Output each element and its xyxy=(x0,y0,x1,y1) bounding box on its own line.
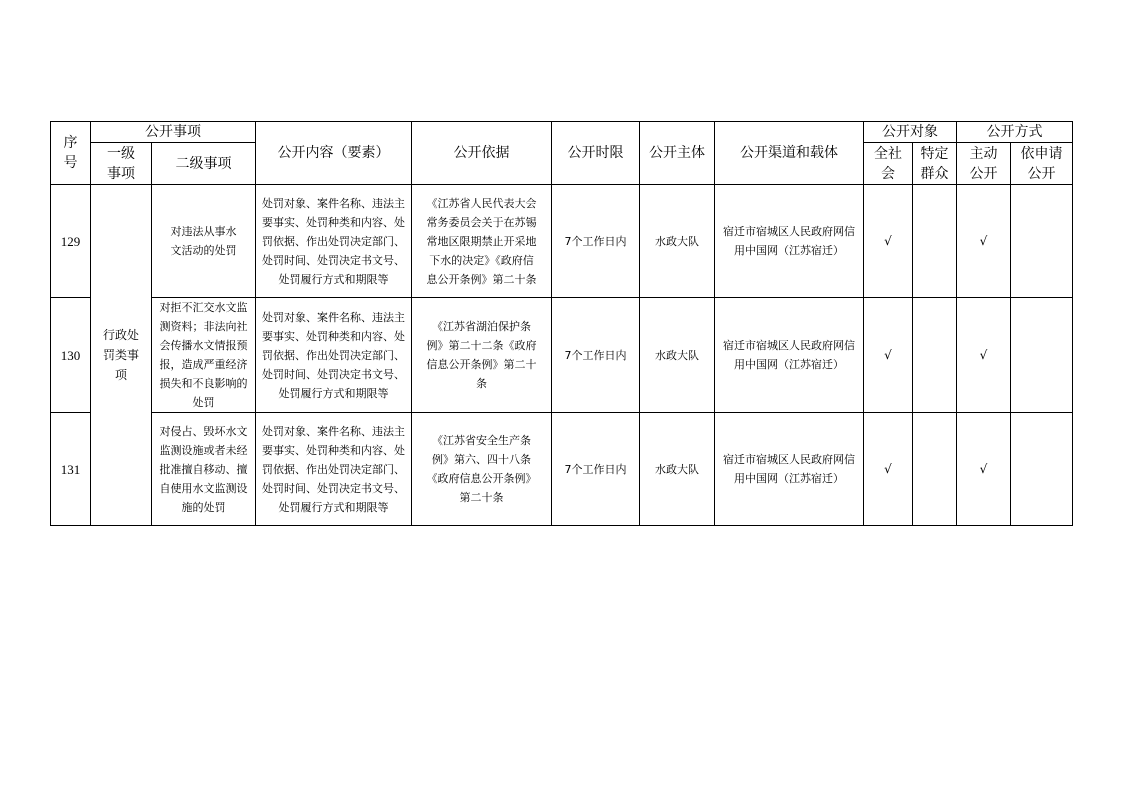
row-all-society-check: √ xyxy=(864,185,913,298)
row-basis: 《江苏省安全生产条例》第六、四十八条《政府信息公开条例》第二十条 xyxy=(412,413,552,526)
table-row xyxy=(51,413,1073,526)
header-basis: 公开依据 xyxy=(412,122,552,185)
row-specific-group-check xyxy=(913,413,957,526)
row-item: 对拒不汇交水文监测资料；非法向社会传播水文情报预报，造成严重经济损失和不良影响的处罚 xyxy=(152,298,256,413)
row-specific-group-check xyxy=(913,298,957,413)
row-request-check xyxy=(1011,298,1073,413)
header-subject: 公开主体 xyxy=(640,122,715,185)
table-row xyxy=(51,185,1073,298)
row-seq: 131 xyxy=(51,413,91,526)
row-active-check: √ xyxy=(957,413,1011,526)
row-time-limit: 7个工作日内 xyxy=(552,298,640,413)
row-active-check: √ xyxy=(957,298,1011,413)
row-basis: 《江苏省人民代表大会常务委员会关于在苏锡常地区限期禁止开采地下水的决定》《政府信息公开条例》第二十条 xyxy=(412,185,552,298)
header-target-all: 全社 会 xyxy=(864,143,913,185)
row-channel: 宿迁市宿城区人民政府网信用中国网（江苏宿迁） xyxy=(715,298,864,413)
row-subject: 水政大队 xyxy=(640,413,715,526)
row-all-society-check: √ xyxy=(864,413,913,526)
header-method: 公开方式 xyxy=(957,122,1073,143)
row-content: 处罚对象、案件名称、违法主要事实、处罚种类和内容、处罚依据、作出处罚决定部门、处罚时间、处罚决定书文号、处罚履行方式和期限等 xyxy=(256,413,412,526)
row-request-check xyxy=(1011,413,1073,526)
row-basis: 《江苏省湖泊保护条例》第二十二条《政府信息公开条例》第二十条 xyxy=(412,298,552,413)
header-target-specific: 特定 群众 xyxy=(913,143,957,185)
row-time-limit: 7个工作日内 xyxy=(552,413,640,526)
header-level2: 二级事项 xyxy=(152,143,256,185)
header-public-items: 公开事项 xyxy=(91,122,256,143)
table-row xyxy=(51,298,1073,413)
disclosure-table xyxy=(50,121,1073,526)
row-specific-group-check xyxy=(913,185,957,298)
row-seq: 129 xyxy=(51,185,91,298)
header-time-limit: 公开时限 xyxy=(552,122,640,185)
row-subject: 水政大队 xyxy=(640,298,715,413)
row-all-society-check: √ xyxy=(864,298,913,413)
row-content: 处罚对象、案件名称、违法主要事实、处罚种类和内容、处罚依据、作出处罚决定部门、处罚时间、处罚决定书文号、处罚履行方式和期限等 xyxy=(256,185,412,298)
header-target: 公开对象 xyxy=(864,122,957,143)
header-method-active: 主动 公开 xyxy=(957,143,1011,185)
row-time-limit: 7个工作日内 xyxy=(552,185,640,298)
row-channel: 宿迁市宿城区人民政府网信用中国网（江苏宿迁） xyxy=(715,413,864,526)
row-subject: 水政大队 xyxy=(640,185,715,298)
row-item: 对违法从事水文活动的处罚 xyxy=(152,185,256,298)
header-content: 公开内容（要素） xyxy=(256,122,412,185)
row-item: 对侵占、毁坏水文监测设施或者未经批准擅自移动、擅自使用水文监测设施的处罚 xyxy=(152,413,256,526)
row-content: 处罚对象、案件名称、违法主要事实、处罚种类和内容、处罚依据、作出处罚决定部门、处罚时间、处罚决定书文号、处罚履行方式和期限等 xyxy=(256,298,412,413)
header-level1: 一级 事项 xyxy=(91,143,152,185)
row-channel: 宿迁市宿城区人民政府网信用中国网（江苏宿迁） xyxy=(715,185,864,298)
header-method-request: 依申请 公开 xyxy=(1011,143,1073,185)
row-seq: 130 xyxy=(51,298,91,413)
row-active-check: √ xyxy=(957,185,1011,298)
header-seq: 序 号 xyxy=(51,122,91,185)
row-request-check xyxy=(1011,185,1073,298)
header-channel: 公开渠道和载体 xyxy=(715,122,864,185)
category-level1: 行政处罚类事项 xyxy=(91,185,152,526)
